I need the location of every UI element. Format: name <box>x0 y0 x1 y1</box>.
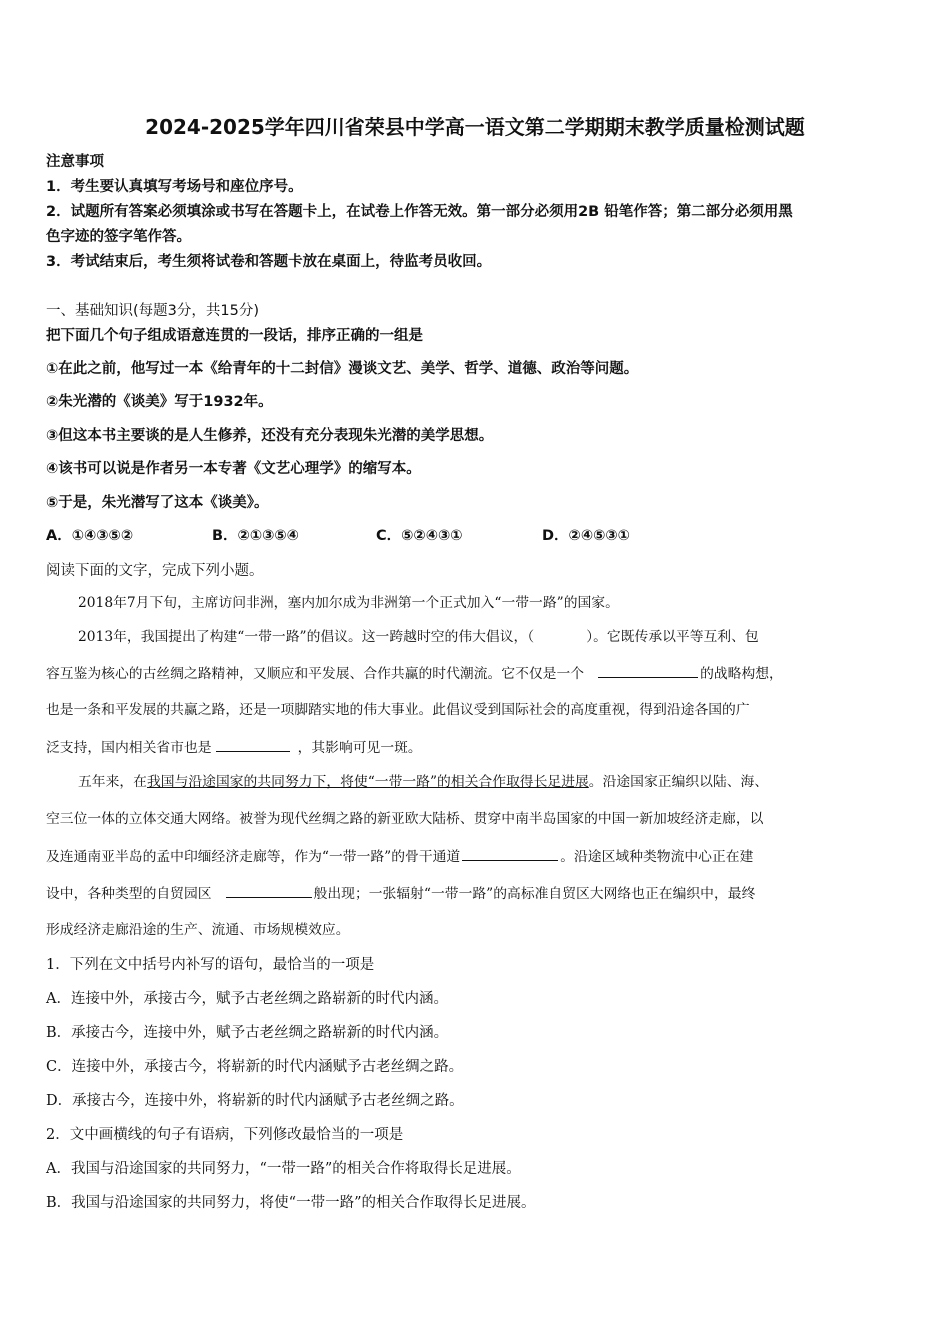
section-heading: 一、基础知识(每题3分，共15分) <box>46 303 259 319</box>
underlined-sentence: 我国与沿途国家的共同努力下，将使“一带一路”的相关合作取得长足进展 <box>146 774 589 790</box>
sentence-item: ②朱光潜的《谈美》写于1932年。 <box>46 394 273 410</box>
passage-line: 泛支持，国内相关省市也是 ，其影响可见一斑。 <box>46 737 422 758</box>
option-a: A．①④③⑤② <box>46 528 134 544</box>
passage-line: 也是一条和平发展的共赢之路，还是一项脚踏实地的伟大事业。此倡议受到国际社会的高度重视，得到沿途各国的广 <box>46 702 750 718</box>
question-prompt: 把下面几个句子组成语意连贯的一段话，排序正确的一组是 <box>46 328 423 344</box>
sentence-item: ④该书可以说是作者另一本专著《文艺心理学》的缩写本。 <box>46 461 421 477</box>
notice-heading: 注意事项 <box>46 154 104 170</box>
fill-blank[interactable] <box>226 883 312 898</box>
reading-instruction: 阅读下面的文字，完成下列小题。 <box>46 563 264 579</box>
answer-option[interactable]: C．连接中外，承接古今，将崭新的时代内涵赋予古老丝绸之路。 <box>46 1059 464 1075</box>
notice-item: 3．考试结束后，考生须将试卷和答题卡放在桌面上，待监考员收回。 <box>46 254 492 270</box>
notice-item: 1．考生要认真填写考场号和座位序号。 <box>46 179 303 195</box>
fill-blank[interactable] <box>216 737 290 752</box>
passage-line: 形成经济走廊沿途的生产、流通、市场规模效应。 <box>46 922 350 938</box>
passage-line: 2013年，我国提出了构建“一带一路”的倡议。这一跨越时空的伟大倡议，（ ）。它既传承以平等互利、包 <box>78 629 759 645</box>
sentence-item: ③但这本书主要谈的是人生修养，还没有充分表现朱光潜的美学思想。 <box>46 428 494 444</box>
option-b: B．②①③⑤④ <box>212 528 299 544</box>
answer-option[interactable]: A．我国与沿途国家的共同努力，“一带一路”的相关合作将取得长足进展。 <box>46 1161 521 1177</box>
question-stem: 1．下列在文中括号内补写的语句，最恰当的一项是 <box>46 957 375 973</box>
answer-option[interactable]: D．承接古今，连接中外，将崭新的时代内涵赋予古老丝绸之路。 <box>46 1093 464 1109</box>
answer-option[interactable]: A．连接中外，承接古今，赋予古老丝绸之路崭新的时代内涵。 <box>46 991 448 1007</box>
passage-line: 空三位一体的立体交通大网络。被誉为现代丝绸之路的新亚欧大陆桥、贯穿中南半岛国家的中国一新加坡经济走廊，以 <box>46 811 764 827</box>
sentence-item: ⑤于是，朱光潜写了这本《谈美》。 <box>46 495 269 511</box>
question-stem: 2．文中画横线的句子有语病，下列修改最恰当的一项是 <box>46 1127 404 1143</box>
fill-blank[interactable] <box>462 846 558 861</box>
option-d: D．②④⑤③① <box>542 528 630 544</box>
fill-blank[interactable] <box>598 663 698 678</box>
exam-title: 2024-2025学年四川省荣县中学高一语文第二学期期末教学质量检测试题 <box>145 115 805 139</box>
passage-line: 容互鉴为核心的古丝绸之路精神，又顺应和平发展、合作共赢的时代潮流。它不仅是一个 的战略构想， <box>46 663 783 684</box>
passage-line: 及连通南亚半岛的孟中印缅经济走廊等，作为“一带一路”的骨干通道 。沿途区域种类物流中心正在建 <box>46 846 753 867</box>
passage-line: 2018年7月下旬，主席访问非洲，塞内加尔成为非洲第一个正式加入“一带一路”的国家。 <box>78 595 619 611</box>
passage-line: 五年来，在我国与沿途国家的共同努力下，将使“一带一路”的相关合作取得长足进展。沿途国家正编织以陆、海、 <box>78 774 769 790</box>
notice-item: 2．试题所有答案必须填涂或书写在答题卡上，在试卷上作答无效。第一部分必须用2B 铅笔作答；第二部分必须用黑 <box>46 204 793 220</box>
passage-line: 设中，各种类型的自贸园区 般出现；一张辐射“一带一路”的高标准自贸区大网络也正在编织中，最终 <box>46 883 755 904</box>
sentence-item: ①在此之前，他写过一本《给青年的十二封信》漫谈文艺、美学、哲学、道德、政治等问题。 <box>46 361 639 377</box>
notice-item: 色字迹的签字笔作答。 <box>46 229 191 245</box>
option-c: C．⑤②④③① <box>376 528 463 544</box>
answer-option[interactable]: B．承接古今，连接中外，赋予古老丝绸之路崭新的时代内涵。 <box>46 1025 449 1041</box>
answer-option[interactable]: B．我国与沿途国家的共同努力，将使“一带一路”的相关合作取得长足进展。 <box>46 1195 536 1211</box>
